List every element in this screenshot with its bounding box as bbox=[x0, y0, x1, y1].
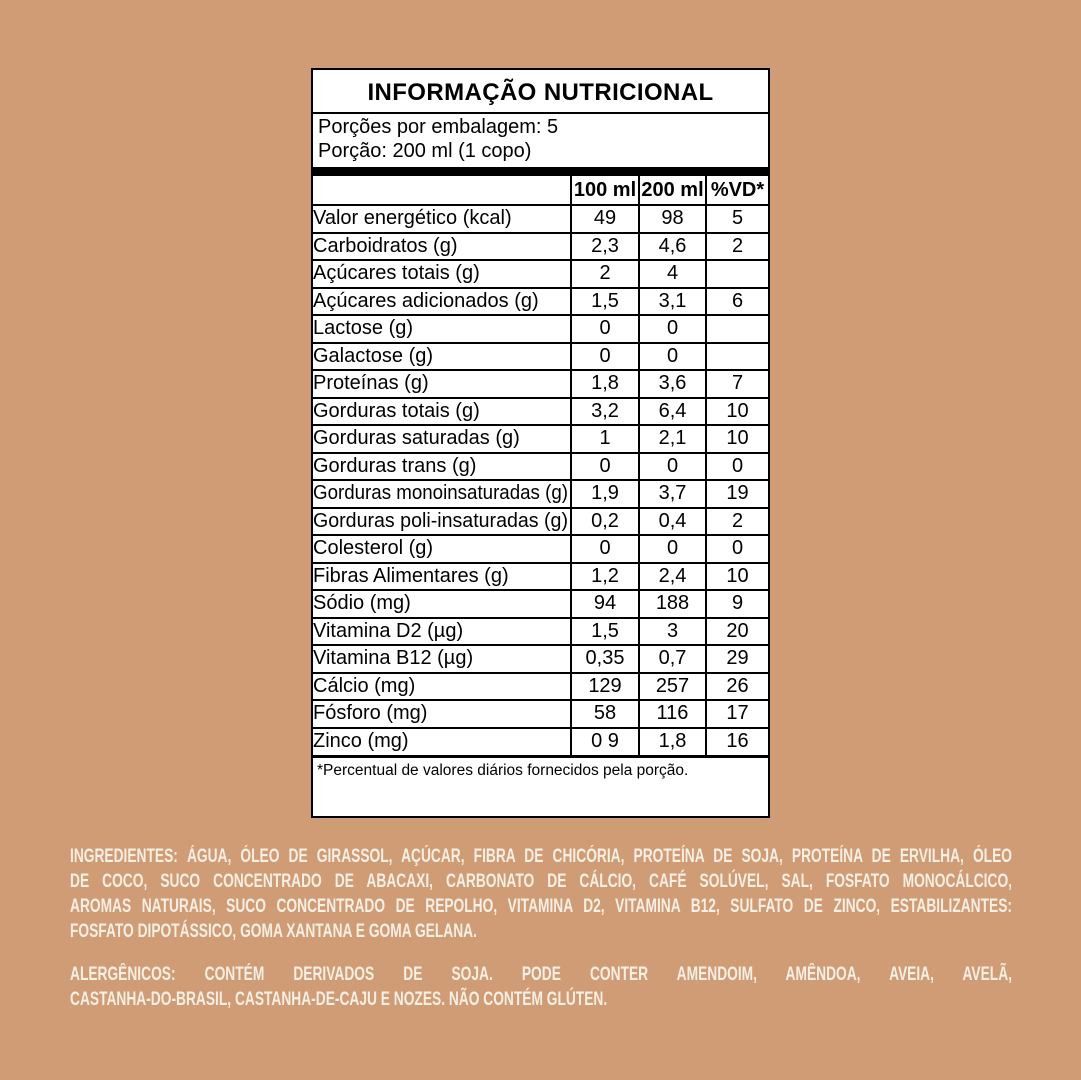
text-line: CASTANHA-DO-BRASIL, CASTANHA-DE-CAJU E NOZES. NÃO CONTÉM GLÚTEN. bbox=[70, 989, 608, 1010]
value-200ml: 3,1 bbox=[639, 288, 706, 316]
value-100ml: 49 bbox=[571, 205, 639, 233]
value-vd: 2 bbox=[706, 233, 768, 261]
nutrient-label: Valor energético (kcal) bbox=[313, 207, 512, 230]
text-line: INGREDIENTES: ÁGUA, ÓLEO DE GIRASSOL, AÇÚCAR, FIBRA DE CHICÓRIA, PROTEÍNA DE SOJA, PROTEÍNA DE ERVILHA, ÓLEO bbox=[70, 846, 1012, 867]
header-vd: %VD* bbox=[706, 176, 768, 205]
table-row bbox=[313, 453, 768, 481]
value-100ml: 0 bbox=[571, 453, 639, 481]
value-100ml: 129 bbox=[571, 673, 639, 701]
value-vd: 0 bbox=[706, 535, 768, 563]
value-100ml: 1,5 bbox=[571, 618, 639, 646]
nutrient-label: Gorduras saturadas (g) bbox=[313, 427, 520, 450]
table-row bbox=[313, 618, 768, 646]
table-row bbox=[313, 590, 768, 618]
value-200ml: 2,1 bbox=[639, 425, 706, 453]
value-200ml: 0 bbox=[639, 343, 706, 371]
nutrient-label: Sódio (mg) bbox=[313, 592, 411, 615]
value-vd: 19 bbox=[706, 480, 768, 508]
value-200ml: 257 bbox=[639, 673, 706, 701]
value-100ml: 1 bbox=[571, 425, 639, 453]
value-100ml: 94 bbox=[571, 590, 639, 618]
value-100ml: 1,8 bbox=[571, 370, 639, 398]
value-vd: 7 bbox=[706, 370, 768, 398]
table-row bbox=[313, 315, 768, 343]
value-vd: 9 bbox=[706, 590, 768, 618]
header-200ml: 200 ml bbox=[639, 176, 706, 205]
nutrient-label: Vitamina B12 (µg) bbox=[313, 647, 474, 670]
table-row bbox=[313, 233, 768, 261]
allergens-paragraph bbox=[70, 962, 1012, 1012]
value-200ml: 4 bbox=[639, 260, 706, 288]
value-200ml: 2,4 bbox=[639, 563, 706, 591]
value-vd: 0 bbox=[706, 453, 768, 481]
value-200ml: 116 bbox=[639, 700, 706, 728]
nutrient-label: Açúcares totais (g) bbox=[313, 262, 480, 285]
nutrient-label: Gorduras totais (g) bbox=[313, 399, 480, 422]
nutrient-label: Açúcares adicionados (g) bbox=[313, 289, 539, 312]
table-row bbox=[313, 645, 768, 673]
nutrient-label: Gorduras monoinsaturadas (g) bbox=[313, 482, 568, 505]
value-100ml: 1,9 bbox=[571, 480, 639, 508]
value-200ml: 0,4 bbox=[639, 508, 706, 536]
value-vd: 20 bbox=[706, 618, 768, 646]
value-100ml: 0 9 bbox=[571, 728, 639, 756]
value-100ml: 0 bbox=[571, 535, 639, 563]
value-100ml: 0,2 bbox=[571, 508, 639, 536]
value-vd: 10 bbox=[706, 398, 768, 426]
serving-size: Porção: 200 ml (1 copo) bbox=[318, 139, 532, 162]
value-vd bbox=[706, 315, 768, 343]
value-100ml: 0 bbox=[571, 315, 639, 343]
serving-info bbox=[313, 114, 768, 167]
value-vd: 5 bbox=[706, 205, 768, 233]
value-200ml: 4,6 bbox=[639, 233, 706, 261]
value-vd: 2 bbox=[706, 508, 768, 536]
table-header-row bbox=[313, 176, 768, 205]
value-vd: 10 bbox=[706, 425, 768, 453]
value-200ml: 3 bbox=[639, 618, 706, 646]
nutrient-label: Lactose (g) bbox=[313, 317, 414, 340]
value-200ml: 6,4 bbox=[639, 398, 706, 426]
value-vd: 6 bbox=[706, 288, 768, 316]
nutrient-label: Vitamina D2 (µg) bbox=[313, 619, 464, 642]
servings-per-package: Porções por embalagem: 5 bbox=[318, 116, 559, 138]
nutrient-label: Gorduras poli-insaturadas (g) bbox=[313, 509, 568, 532]
nutrient-label: Fibras Alimentares (g) bbox=[313, 564, 509, 587]
table-row bbox=[313, 563, 768, 591]
nutrition-table bbox=[313, 176, 768, 755]
header-nutrient-blank bbox=[313, 176, 571, 205]
nutrient-label: Galactose (g) bbox=[313, 344, 434, 367]
value-100ml: 58 bbox=[571, 700, 639, 728]
value-100ml: 3,2 bbox=[571, 398, 639, 426]
table-row bbox=[313, 260, 768, 288]
ingredients-paragraph bbox=[70, 844, 1012, 944]
nutrient-label: Colesterol (g) bbox=[313, 537, 434, 560]
value-vd bbox=[706, 343, 768, 371]
value-100ml: 0 bbox=[571, 343, 639, 371]
text-line: AROMAS NATURAIS, SUCO CONCENTRADO DE REPOLHO, VITAMINA D2, VITAMINA B12, SULFATO DE ZINCO, ESTABILIZANTES: bbox=[70, 896, 1012, 917]
nutrient-label: Gorduras trans (g) bbox=[313, 454, 477, 477]
table-row bbox=[313, 205, 768, 233]
table-row bbox=[313, 728, 768, 756]
table-row bbox=[313, 288, 768, 316]
value-200ml: 1,8 bbox=[639, 728, 706, 756]
value-vd: 17 bbox=[706, 700, 768, 728]
text-line: FOSFATO DIPOTÁSSICO, GOMA XANTANA E GOMA GELANA. bbox=[70, 921, 477, 942]
value-200ml: 188 bbox=[639, 590, 706, 618]
table-row bbox=[313, 700, 768, 728]
nutrient-label: Cálcio (mg) bbox=[313, 674, 416, 697]
header-100ml: 100 ml bbox=[571, 176, 639, 205]
text-line: ALERGÊNICOS: CONTÉM DERIVADOS DE SOJA. PODE CONTER AMENDOIM, AMÊNDOA, AVEIA, AVELÃ, bbox=[70, 964, 1012, 985]
nutrient-label: Carboidratos (g) bbox=[313, 234, 458, 257]
value-100ml: 0,35 bbox=[571, 645, 639, 673]
table-row bbox=[313, 673, 768, 701]
value-200ml: 0 bbox=[639, 535, 706, 563]
text-line: DE COCO, SUCO CONCENTRADO DE ABACAXI, CARBONATO DE CÁLCIO, CAFÉ SOLÚVEL, SAL, FOSFATO MONOCÁLCICO, bbox=[70, 871, 1012, 892]
nutrition-facts-panel bbox=[311, 68, 770, 818]
table-row bbox=[313, 425, 768, 453]
value-100ml: 2,3 bbox=[571, 233, 639, 261]
footnote: *Percentual de valores diários fornecidos pela porção. bbox=[313, 755, 768, 780]
nutrient-label: Zinco (mg) bbox=[313, 730, 409, 753]
value-200ml: 98 bbox=[639, 205, 706, 233]
table-row bbox=[313, 343, 768, 371]
table-row bbox=[313, 508, 768, 536]
value-100ml: 1,5 bbox=[571, 288, 639, 316]
value-200ml: 3,7 bbox=[639, 480, 706, 508]
nutrient-label: Fósforo (mg) bbox=[313, 702, 428, 725]
nutrient-label: Proteínas (g) bbox=[313, 372, 429, 395]
value-vd: 16 bbox=[706, 728, 768, 756]
value-200ml: 0 bbox=[639, 453, 706, 481]
value-100ml: 1,2 bbox=[571, 563, 639, 591]
value-vd: 10 bbox=[706, 563, 768, 591]
value-200ml: 0 bbox=[639, 315, 706, 343]
table-row bbox=[313, 370, 768, 398]
value-100ml: 2 bbox=[571, 260, 639, 288]
value-200ml: 3,6 bbox=[639, 370, 706, 398]
panel-title: INFORMAÇÃO NUTRICIONAL bbox=[367, 79, 714, 106]
table-row bbox=[313, 398, 768, 426]
value-vd bbox=[706, 260, 768, 288]
table-row bbox=[313, 535, 768, 563]
value-200ml: 0,7 bbox=[639, 645, 706, 673]
value-vd: 26 bbox=[706, 673, 768, 701]
table-row bbox=[313, 480, 768, 508]
value-vd: 29 bbox=[706, 645, 768, 673]
thick-divider-bar bbox=[313, 167, 768, 176]
